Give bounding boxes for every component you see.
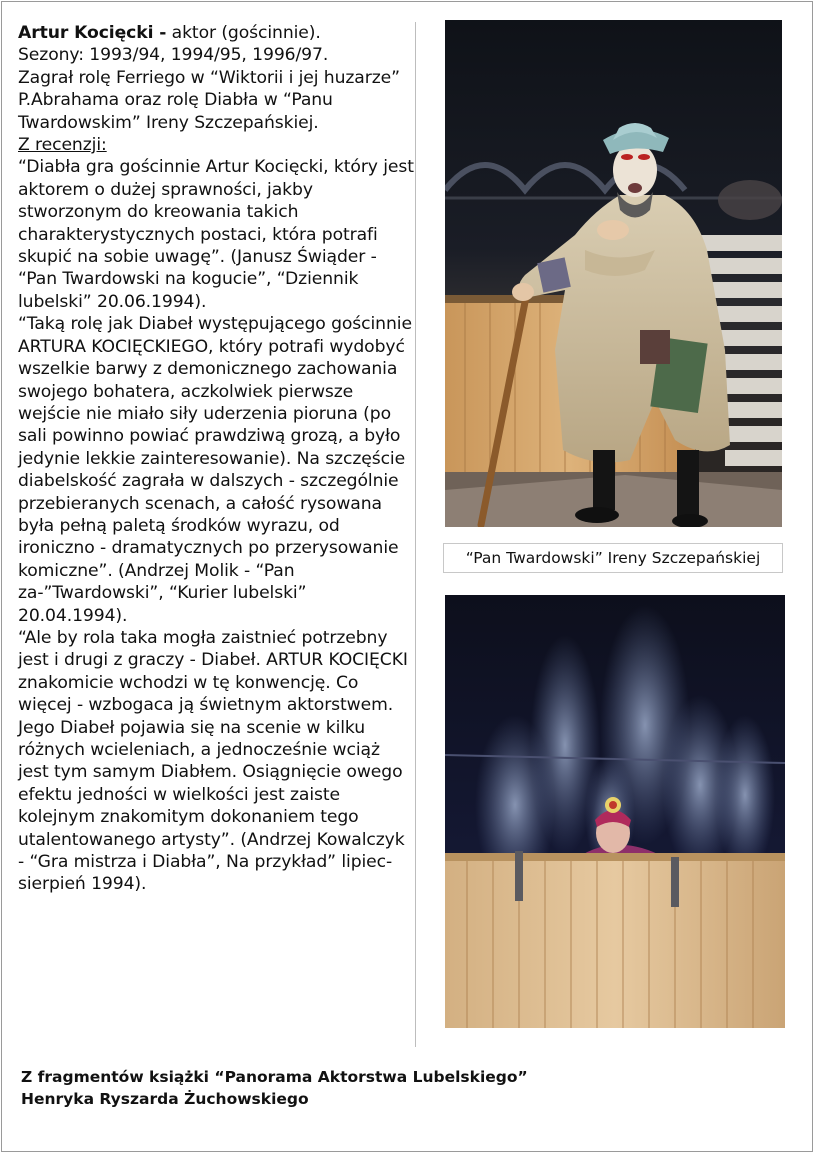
review-paragraph-2: “Taką rolę jak Diabeł występującego gościnnie ARTURA KOCIĘCKIEGO, który potrafi wydobyć wszelkie barwy z demonicznego zachowania swojego bohatera, aczkolwiek pierwsze wejście nie miało siły uderzenia pioruna (po sali powinno powiać prawdziwą grozą, a było jedynie lekkie zainteresowanie). Na szczęście diabelskość zagrała w dalszych - szczególnie przebieranych scenach, a całość rysowana była pełną paletą środków wyrazu, od ironiczno - dramatycznych po przerysowanie komiczne”. (Andrzej Molik - “Pan za-”Twardowski”, “Kurier lubelski” 20.04.1994). xyxy=(18,314,412,626)
reviews-heading: Z recenzji: xyxy=(18,135,107,156)
review-paragraph-1: “Diabła gra gościnnie Artur Kocięcki, który jest aktorem o dużej sprawności, jakby stworzonym do kreowania takich charakterystycznych postaci, która potrafi skupić na sobie uwagę”. (Janusz Świąder - “Pan Twardowski na kogucie”, “Dziennik lubelski” 20.06.1994). xyxy=(18,157,414,312)
review-paragraph-3: “Ale by rola taka mogła zaistnieć potrzebny jest i drugi z graczy - Diabeł. ARTUR KOCIĘCKI znakomicie wchodzi w tę konwencję. Co więcej - wzbogaca ją świetnym aktorstwem. Jego Diabeł pojawia się na scenie w kilku różnych wcieleniach, a jednocześnie wciąż jest tym samym Diabłem. Osiągnięcie owego efektu jedności w wielkości jest zaiste kolejnym znakomitym dokonaniem tego utalentowanego artysty”. (Andrzej Kowalczyk - “Gra mistrza i Diabła”, Na przykład” lipiec-sierpień 1994). xyxy=(18,627,408,895)
intro-paragraph xyxy=(18,22,414,44)
footer-line-2: Henryka Ryszarda Żuchowskiego xyxy=(21,1090,309,1108)
photo-caption: “Pan Twardowski” Ireny Szczepańskiej xyxy=(443,543,783,573)
footer-line-1: Z fragmentów książki “Panorama Aktorstwa Lubelskiego” xyxy=(21,1068,528,1086)
actor-name: Artur Kocięcki - xyxy=(18,23,167,43)
seasons-line: Sezony: 1993/94, 1994/95, 1996/97. xyxy=(18,45,329,66)
document-page xyxy=(1,1,813,1152)
book-source-note xyxy=(21,1066,721,1110)
column-divider xyxy=(415,22,416,1047)
stage-photo-devil-in-smoke xyxy=(445,595,785,1028)
actor-role: aktor (gościnnie). xyxy=(166,23,321,43)
stage-photo-devil-with-staff xyxy=(445,20,782,527)
roles-paragraph: Zagrał rolę Ferriego w “Wiktorii i jej huzarze” P.Abrahama oraz rolę Diabła w “Panu Twardowskim” Ireny Szczepańskiej. xyxy=(18,67,400,133)
article-text xyxy=(18,22,414,896)
